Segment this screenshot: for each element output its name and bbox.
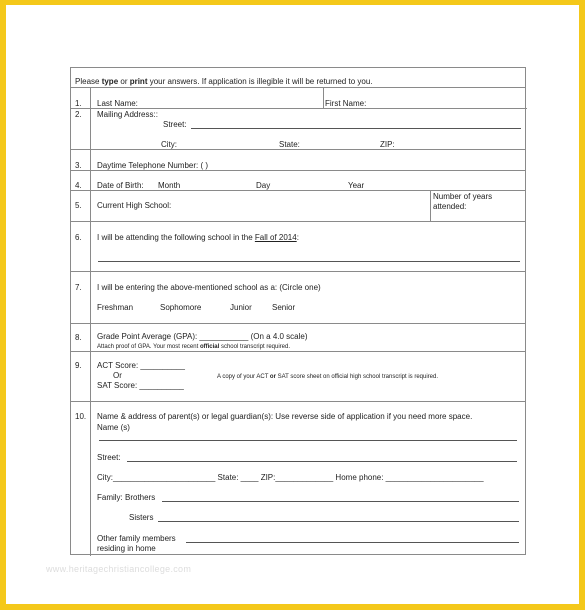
last-name-label: Last Name:: [97, 99, 138, 108]
entering-label: I will be entering the above-mentioned school as a: (Circle one): [97, 283, 321, 292]
row-divider: [71, 87, 525, 88]
street-line[interactable]: [191, 128, 521, 129]
row-divider: [71, 401, 525, 402]
row-divider: [71, 351, 525, 352]
mailing-address-label: Mailing Address::: [97, 110, 158, 119]
guardian-label: Name & address of parent(s) or legal guardian(s): Use reverse side of application if you need more space.: [97, 412, 473, 421]
school-line[interactable]: [98, 261, 520, 262]
row-number: 2.: [75, 110, 82, 119]
zip-label: ZIP:: [380, 140, 395, 149]
paper: [6, 5, 579, 604]
other-family-label: residing in home: [97, 544, 156, 553]
row-divider: [71, 271, 525, 272]
watermark: www.heritagechristiancollege.com: [46, 564, 192, 574]
row-number: 1.: [75, 99, 82, 108]
row-number: 6.: [75, 233, 82, 242]
years-label: Number of years: [433, 192, 493, 201]
attending-label: I will be attending the following school in the Fall of 2014:: [97, 233, 299, 242]
row-divider: [71, 323, 525, 324]
names-line[interactable]: [99, 440, 517, 441]
row-number: 5.: [75, 201, 82, 210]
sat-label: SAT Score: __________: [97, 381, 184, 390]
gpa-note: Attach proof of GPA. Your most recent official school transcript required.: [97, 344, 290, 350]
row-number: 7.: [75, 283, 82, 292]
street-label: Street:: [163, 120, 187, 129]
row-number: 3.: [75, 161, 82, 170]
first-name-label: First Name:: [325, 99, 367, 108]
row-number: 8.: [75, 333, 82, 342]
month-label: Month: [158, 181, 181, 190]
row-number: 9.: [75, 361, 82, 370]
day-label: Day: [256, 181, 271, 190]
phone-label: Daytime Telephone Number: ( ): [97, 161, 209, 170]
brothers-line[interactable]: [162, 501, 519, 502]
score-note: A copy of your ACT or SAT score sheet on official high school transcript is required.: [217, 374, 439, 380]
option-sophomore[interactable]: Sophomore: [160, 303, 202, 312]
row-number: 10.: [75, 412, 87, 421]
guardian-street-line[interactable]: [127, 461, 517, 462]
years-divider: [430, 190, 431, 221]
guardian-street-label: Street:: [97, 453, 121, 462]
brothers-label: Family: Brothers: [97, 493, 156, 502]
names-label: Name (s): [97, 423, 130, 432]
option-junior[interactable]: Junior: [230, 303, 252, 312]
sisters-line[interactable]: [158, 521, 519, 522]
act-label: ACT Score: __________: [97, 361, 185, 370]
row-divider: [71, 221, 525, 222]
application-form: [70, 67, 526, 555]
state-label: State:: [279, 140, 300, 149]
option-senior[interactable]: Senior: [272, 303, 296, 312]
row-number: 4.: [75, 181, 82, 190]
year-label: Year: [348, 181, 365, 190]
name-divider: [323, 87, 324, 109]
years-label: attended:: [433, 202, 467, 211]
or-label: Or: [113, 371, 122, 380]
option-freshman[interactable]: Freshman: [97, 303, 134, 312]
gpa-label: Grade Point Average (GPA): ___________ (On a 4.0 scale): [97, 332, 308, 341]
sisters-label: Sisters: [129, 513, 154, 522]
instruction-text: Please type or print your answers. If application is illegible it will be returned to you.: [75, 77, 373, 86]
current-school-label: Current High School:: [97, 201, 172, 210]
other-family-label: Other family members: [97, 534, 176, 543]
other-family-line[interactable]: [186, 542, 519, 543]
city-label: City:: [161, 140, 177, 149]
number-column-divider: [90, 87, 91, 556]
dob-label: Date of Birth:: [97, 181, 144, 190]
guardian-city-line: City:_______________________ State: ____ ZIP:_____________ Home phone: ______________________: [97, 473, 484, 482]
